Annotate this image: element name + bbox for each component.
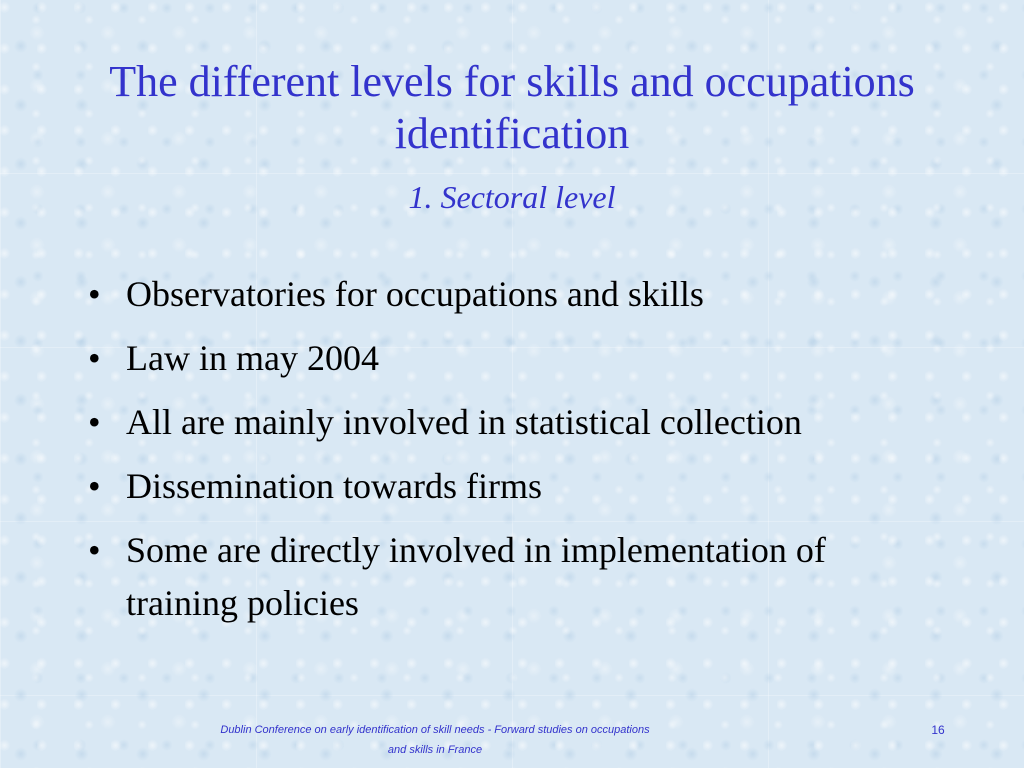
bullet-item xyxy=(84,396,904,449)
bullet-text: All are mainly involved in statistical collection xyxy=(126,402,802,442)
slide-title: The different levels for skills and occupations identification xyxy=(109,57,915,158)
bullet-icon: • xyxy=(88,402,101,442)
bullet-text: Dissemination towards firms xyxy=(126,466,542,506)
slide-subtitle: 1. Sectoral level xyxy=(408,179,616,215)
bullet-item xyxy=(84,332,904,385)
bullet-icon: • xyxy=(88,274,101,314)
bullet-text: Law in may 2004 xyxy=(126,338,379,378)
bullet-item xyxy=(84,268,904,321)
bullet-icon: • xyxy=(88,338,101,378)
page-number: 16 xyxy=(931,723,945,737)
bullet-icon: • xyxy=(88,530,101,570)
bullet-list xyxy=(84,268,904,641)
footer-text: Dublin Conference on early identification of skill needs - Forward studies on occupations and skills in France xyxy=(220,724,650,756)
bullet-item xyxy=(84,460,904,513)
bullet-text: Observatories for occupations and skills xyxy=(126,274,704,314)
bullet-icon: • xyxy=(88,466,101,506)
bullet-item xyxy=(84,524,904,630)
bullet-text: Some are directly involved in implementation of training policies xyxy=(126,530,826,623)
